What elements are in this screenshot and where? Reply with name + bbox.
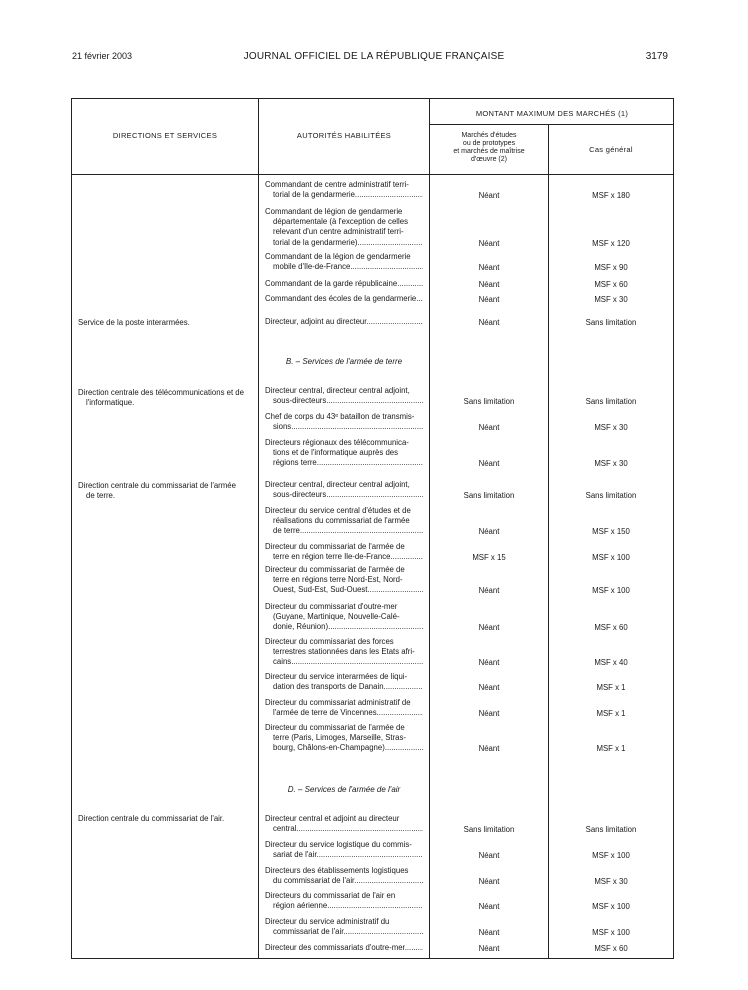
authority-entry: [265, 438, 423, 469]
direction-line: l'informatique.: [86, 398, 135, 408]
value-general: MSF x 100: [592, 586, 630, 596]
authority-line: Directeur des commissariats d'outre-mer .....: [265, 943, 423, 953]
authority-entry: [265, 565, 423, 596]
value-general: MSF x 1: [596, 744, 626, 754]
value-general: MSF x 60: [594, 623, 628, 633]
authority-entry: [265, 637, 423, 668]
value-general: MSF x 30: [594, 459, 628, 469]
authority-entry: [265, 252, 423, 272]
authority-line: régions terre .....: [265, 458, 423, 468]
value-etudes: Néant: [478, 902, 500, 912]
value-etudes: Néant: [478, 851, 500, 861]
authority-entry: [265, 814, 423, 834]
direction-commissariat-terre: [78, 481, 256, 501]
value-general: Sans limitation: [585, 397, 637, 407]
value-etudes: Néant: [478, 944, 500, 953]
value-etudes: Néant: [478, 683, 500, 693]
value-etudes: Néant: [478, 586, 500, 596]
authority-line: de terre .....: [265, 526, 423, 536]
value-general: Sans limitation: [585, 825, 637, 835]
value-general: MSF x 1: [596, 683, 626, 693]
authority-line: sous-directeurs .....: [265, 490, 423, 500]
value-etudes: Néant: [478, 928, 500, 938]
value-general: MSF x 150: [592, 527, 630, 537]
authority-line: Directeur central, directeur central adjoint,: [265, 386, 410, 395]
authority-line: sariat de l'air .....: [265, 850, 423, 860]
authority-line: Directeurs des établissements logistiques: [265, 866, 409, 875]
authority-line: sous-directeurs .....: [265, 396, 423, 406]
authority-entry: [265, 891, 423, 911]
direction-line: Direction centrale des télécommunications et de: [78, 388, 244, 397]
value-general: MSF x 30: [594, 877, 628, 887]
page-number: 3179: [645, 51, 668, 62]
authority-line: Commandant de légion de gendarmerie: [265, 207, 403, 216]
authority-line: terre en région terre Ile-de-France .....: [265, 552, 423, 562]
authority-line: relevant d'un centre administratif terri-: [273, 227, 404, 237]
value-etudes: Néant: [478, 280, 500, 289]
direction-line: de terre.: [86, 491, 116, 501]
authority-entry: [265, 542, 423, 562]
authority-entry: [265, 506, 423, 537]
authority-line: Directeur du commissariat d'outre-mer: [265, 602, 398, 611]
page-date: 21 février 2003: [72, 51, 133, 61]
authority-entry: [265, 207, 423, 248]
authority-line: Directeur central et adjoint au directeur: [265, 814, 400, 823]
direction-commissariat-air: [78, 814, 256, 824]
authority-line: terrestres stationnées dans les Etats afri-: [273, 647, 415, 657]
value-etudes: Néant: [478, 623, 500, 633]
value-etudes: Sans limitation: [463, 397, 515, 407]
value-general: MSF x 1: [596, 709, 626, 719]
value-etudes: Néant: [478, 658, 500, 668]
authority-line: Commandant des écoles de la gendarmerie .....: [265, 294, 423, 304]
authority-line: Directeur du commissariat des forces: [265, 637, 394, 646]
authority-line: départementale (à l'exception de celles: [273, 217, 408, 227]
column-header-montant: MONTANT MAXIMUM DES MARCHÉS (1): [475, 109, 629, 118]
authority-line: Directeur du service logistique du commis-: [265, 840, 412, 849]
column-header-general: Cas général: [589, 145, 633, 154]
authority-line: dation des transports de Danain .....: [265, 682, 423, 692]
value-general: MSF x 100: [592, 902, 630, 912]
direction-poste: [78, 318, 256, 328]
authority-line: Directeur, adjoint au directeur .....: [265, 317, 423, 327]
section-heading-air: D. – Services de l'armée de l'air: [287, 785, 401, 794]
authority-line: région aérienne .....: [265, 901, 423, 911]
authority-line: cains .....: [265, 657, 423, 667]
authority-line: Directeur central, directeur central adjoint,: [265, 480, 410, 489]
authority-entry: [265, 317, 423, 327]
journal-title: JOURNAL OFFICIEL DE LA RÉPUBLIQUE FRANÇAISE: [243, 51, 505, 62]
authority-line: terre (Paris, Limoges, Marseille, Stras-: [273, 733, 407, 743]
value-general: MSF x 100: [592, 851, 630, 861]
authority-entry: [265, 917, 423, 937]
authority-entry: [265, 840, 423, 860]
authority-entry: [265, 386, 423, 406]
column-header-etudes: [430, 132, 548, 164]
value-etudes: Néant: [478, 709, 500, 719]
value-general: MSF x 30: [594, 423, 628, 433]
value-etudes: Néant: [478, 238, 500, 248]
authority-line: Directeur du service interarmées de liqui-: [265, 672, 408, 681]
authority-line: (Guyane, Martinique, Nouvelle-Calé-: [273, 612, 400, 622]
header-bottom-rule: [71, 174, 674, 175]
value-general: MSF x 60: [594, 280, 628, 289]
column-header-directions: DIRECTIONS ET SERVICES: [112, 131, 218, 140]
value-general: MSF x 40: [594, 658, 628, 668]
authority-line: Commandant de la garde républicaine .....: [265, 279, 423, 289]
section-heading-terre: B. – Services de l'armée de terre: [285, 357, 403, 366]
authority-entry: [265, 602, 423, 633]
authority-line: du commissariat de l'air .....: [265, 876, 423, 886]
authority-line: Commandant de centre administratif terri-: [265, 180, 409, 189]
value-etudes: Sans limitation: [463, 825, 515, 835]
etudes-line: et marchés de maîtrise: [453, 148, 525, 155]
value-etudes: Néant: [478, 263, 500, 273]
direction-line: Direction centrale du commissariat de l'armée: [78, 481, 236, 490]
value-etudes: MSF x 15: [472, 553, 506, 563]
value-etudes: Néant: [478, 459, 500, 469]
authority-entry: [265, 943, 423, 953]
column-header-autorites: AUTORITÉS HABILITÉES: [296, 131, 392, 140]
direction-telecom: [78, 388, 256, 408]
authority-line: Directeur du service central d'études et de: [265, 506, 411, 515]
authority-line: sions .....: [265, 422, 423, 432]
value-etudes: Néant: [478, 527, 500, 537]
value-general: MSF x 60: [594, 944, 628, 953]
authority-entry: [265, 180, 423, 200]
value-etudes: Néant: [478, 191, 500, 201]
authority-line: central .....: [265, 824, 423, 834]
authority-entry: [265, 294, 423, 304]
authority-line: terre en régions terre Nord-Est, Nord-: [273, 575, 403, 585]
value-etudes: Sans limitation: [463, 491, 515, 501]
etudes-line: ou de prototypes: [462, 140, 516, 147]
authority-entry: [265, 412, 423, 432]
authority-line: bourg, Châlons-en-Champagne) .....: [265, 743, 423, 753]
value-general: MSF x 180: [592, 191, 630, 201]
authority-line: Directeur du commissariat de l'armée de: [265, 723, 405, 732]
authority-entry: [265, 723, 423, 754]
value-etudes: Néant: [478, 877, 500, 887]
authority-line: l'armée de terre de Vincennes .....: [265, 708, 423, 718]
authority-entry: [265, 480, 423, 500]
value-etudes: Néant: [478, 423, 500, 433]
authority-line: Directeur du commissariat de l'armée de: [265, 542, 405, 551]
authority-line: torial de la gendarmerie .....: [265, 190, 423, 200]
value-general: MSF x 100: [592, 928, 630, 938]
authority-line: Directeurs du commissariat de l'air en: [265, 891, 396, 900]
authority-line: réalisations du commissariat de l'armée: [273, 516, 410, 526]
authority-entry: [265, 698, 423, 718]
value-general: MSF x 30: [594, 295, 628, 304]
authority-line: Ouest, Sud-Est, Sud-Ouest .....: [265, 585, 423, 595]
authority-line: Directeur du commissariat administratif de: [265, 698, 411, 707]
value-general: Sans limitation: [585, 318, 637, 327]
header-divider-montant: [429, 124, 674, 125]
authority-line: Chef de corps du 43ᵉ bataillon de transmis-: [265, 412, 415, 421]
authority-line: Directeur du commissariat de l'armée de: [265, 565, 405, 574]
value-general: Sans limitation: [585, 491, 637, 501]
authority-line: tions et de l'informatique auprès des: [273, 448, 399, 458]
column-divider-1: [258, 98, 259, 959]
etudes-line: d'œuvre (2): [471, 156, 507, 163]
authority-line: Directeur du service administratif du: [265, 917, 390, 926]
authority-line: commissariat de l'air .....: [265, 927, 423, 937]
authority-line: donie, Réunion) .....: [265, 622, 423, 632]
authority-line: mobile d'Ile-de-France .....: [265, 262, 423, 272]
value-etudes: Néant: [478, 295, 500, 304]
value-general: MSF x 90: [594, 263, 628, 273]
authority-line: Commandant de la légion de gendarmerie: [265, 252, 411, 261]
value-etudes: Néant: [478, 318, 500, 327]
value-etudes: Néant: [478, 744, 500, 754]
direction-line: Direction centrale du commissariat de l'air.: [78, 814, 225, 823]
direction-line: Service de la poste interarmées.: [78, 318, 190, 327]
authority-line: torial de la gendarmerie) .....: [265, 238, 423, 248]
authority-entry: [265, 279, 423, 289]
value-general: MSF x 100: [592, 553, 630, 563]
authority-entry: [265, 672, 423, 692]
authority-line: Directeurs régionaux des télécommunica-: [265, 438, 409, 447]
authority-entry: [265, 866, 423, 886]
value-general: MSF x 120: [592, 238, 630, 248]
etudes-line: Marchés d'études: [461, 132, 517, 139]
